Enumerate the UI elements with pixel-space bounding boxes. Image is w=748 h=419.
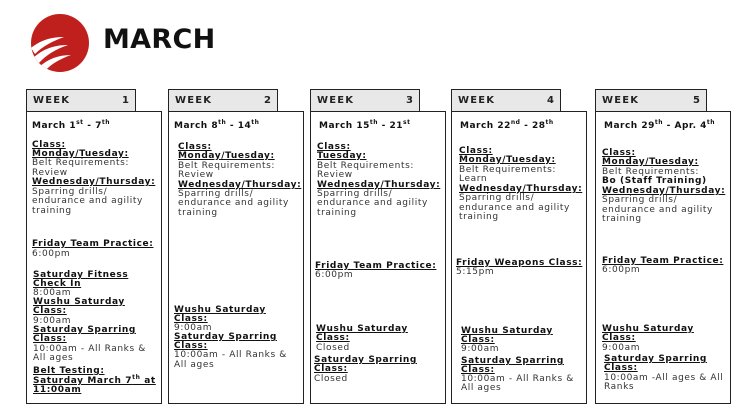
wed-thu-line: training <box>178 208 218 218</box>
week-number: 5 <box>693 95 700 106</box>
belt-testing-line: Saturday March 7th at <box>33 374 156 386</box>
wed-thu-heading: Wednesday/Thursday: <box>317 180 441 190</box>
wed-thu-heading: Wednesday/Thursday: <box>32 177 156 187</box>
week-number: 4 <box>547 95 554 106</box>
belt-testing-line: 11:00am <box>33 385 82 395</box>
mon-tue-line: Belt Requirements: <box>459 165 557 175</box>
class-heading: Class: <box>459 146 493 156</box>
week-label: WEEK <box>175 95 213 106</box>
friday-heading: Friday Team Practice: <box>315 261 437 271</box>
mon-tue-line: Review <box>32 168 68 178</box>
mon-tue-bold-line: Bo (Staff Training) <box>602 176 707 186</box>
mon-tue-line: Learn <box>459 174 488 184</box>
sat-fitness-heading: Saturday Fitness <box>33 270 129 280</box>
tue-heading: Tuesday: <box>317 151 367 161</box>
sparring-line: All ages <box>33 353 74 363</box>
date-range: March 29th - Apr. 4th <box>604 119 716 131</box>
wushu-heading: Class: <box>602 333 636 343</box>
wed-thu-heading: Wednesday/Thursday: <box>178 180 302 190</box>
sparring-heading: Saturday Sparring <box>604 354 707 364</box>
tue-line: Belt Requirements: <box>317 161 415 171</box>
wed-thu-line: training <box>459 212 499 222</box>
wed-thu-line: training <box>32 206 72 216</box>
wushu-time: 9:00am <box>33 316 72 326</box>
wed-thu-heading: Wednesday/Thursday: <box>459 184 583 194</box>
sparring-heading: Class: <box>604 363 638 373</box>
week-box-4 <box>451 111 587 404</box>
wed-thu-line: Sparring drills/ <box>32 187 108 197</box>
wed-thu-line: endurance and agility <box>32 196 143 206</box>
belt-testing-heading: Belt Testing: <box>33 366 105 376</box>
mon-tue-line: Review <box>178 170 214 180</box>
class-heading: Class: <box>178 142 212 152</box>
wushu-heading: Class: <box>33 306 67 316</box>
sparring-heading: Class: <box>314 364 348 374</box>
friday-time: 5:15pm <box>456 267 495 277</box>
week-tab-4 <box>451 89 561 111</box>
wushu-heading: Wushu Saturday <box>461 326 553 336</box>
wushu-heading: Wushu Saturday <box>316 324 408 334</box>
wed-thu-line: Sparring drills/ <box>459 193 535 203</box>
wushu-time: 9:00am <box>174 323 213 333</box>
wushu-time: Closed <box>316 343 350 353</box>
mon-tue-line: Belt Requirements: <box>602 167 700 177</box>
week-box-5 <box>595 111 731 404</box>
wed-thu-line: Sparring drills/ <box>317 189 393 199</box>
week-tab-1 <box>26 89 136 111</box>
mon-tue-heading: Monday/Tuesday: <box>602 157 699 167</box>
week-number: 2 <box>264 95 271 106</box>
sparring-heading: Class: <box>33 334 67 344</box>
wed-thu-heading: Wednesday/Thursday: <box>602 186 726 196</box>
sparring-line: All ages <box>174 360 215 370</box>
week-label: WEEK <box>33 95 71 106</box>
wed-thu-line: endurance and agility <box>602 205 713 215</box>
week-box-3 <box>310 111 446 404</box>
week-box-2 <box>168 111 304 404</box>
sparring-line: Closed <box>314 374 348 384</box>
wed-thu-line: endurance and agility <box>178 198 289 208</box>
sparring-line: 10:00am - All Ranks & <box>33 344 146 354</box>
sparring-heading: Saturday Sparring <box>314 355 417 365</box>
wushu-heading: Class: <box>174 314 208 324</box>
wushu-heading: Class: <box>461 335 495 345</box>
wed-thu-line: training <box>602 214 642 224</box>
wed-thu-line: Sparring drills/ <box>602 195 678 205</box>
sparring-line: 10:00am -All ages & All <box>604 373 724 383</box>
wushu-heading: Wushu Saturday <box>174 305 266 315</box>
mon-tue-heading: Monday/Tuesday: <box>178 151 275 161</box>
wushu-heading: Wushu Saturday <box>33 297 125 307</box>
week-label: WEEK <box>602 95 640 106</box>
sparring-heading: Saturday Sparring <box>174 332 277 342</box>
wed-thu-line: endurance and agility <box>317 198 428 208</box>
friday-time: 6:00pm <box>315 270 354 280</box>
date-range: March 22nd - 28th <box>460 119 554 131</box>
sparring-line: 10:00am - All Ranks & <box>461 374 574 384</box>
class-heading: Class: <box>32 140 66 150</box>
wushu-heading: Wushu Saturday <box>602 324 694 334</box>
sparring-heading: Class: <box>174 341 208 351</box>
sparring-heading: Saturday Sparring <box>461 356 564 366</box>
friday-heading: Friday Team Practice: <box>32 239 154 249</box>
wed-thu-line: Sparring drills/ <box>178 189 254 199</box>
page-title: MARCH <box>103 24 216 55</box>
brand-logo <box>31 14 89 72</box>
sparring-line: Ranks <box>604 382 635 392</box>
tue-line: Review <box>317 170 353 180</box>
date-range: March 1st - 7th <box>32 119 110 131</box>
wed-thu-line: training <box>317 208 357 218</box>
date-range: March 15th - 21st <box>319 119 411 131</box>
class-heading: Class: <box>602 148 636 158</box>
sparring-heading: Saturday Sparring <box>33 325 136 335</box>
sat-fitness-heading: Check In <box>33 279 82 289</box>
mon-tue-heading: Monday/Tuesday: <box>459 155 556 165</box>
week-label: WEEK <box>317 95 355 106</box>
wed-thu-line: endurance and agility <box>459 203 570 213</box>
mon-tue-line: Belt Requirements: <box>178 161 276 171</box>
sat-fitness-time: 8:00am <box>33 288 72 298</box>
wushu-time: 9:00am <box>602 343 641 353</box>
sparring-line: All ages <box>461 383 502 393</box>
wushu-heading: Class: <box>316 333 350 343</box>
week-label: WEEK <box>458 95 496 106</box>
friday-heading: Friday Team Practice: <box>602 256 724 266</box>
class-heading: Class: <box>317 142 351 152</box>
week-box-1 <box>26 111 162 404</box>
sparring-line: 10:00am - All Ranks & <box>174 350 287 360</box>
sparring-heading: Class: <box>461 365 495 375</box>
friday-heading: Friday Weapons Class: <box>456 258 583 268</box>
week-number: 1 <box>122 95 129 106</box>
week-tab-5 <box>595 89 707 111</box>
mon-tue-line: Belt Requirements: <box>32 158 130 168</box>
week-number: 3 <box>406 95 413 106</box>
week-tab-3 <box>310 89 420 111</box>
friday-time: 6:00pm <box>602 265 641 275</box>
week-tab-2 <box>168 89 278 111</box>
friday-time: 6:00pm <box>32 249 71 259</box>
date-range: March 8th - 14th <box>174 119 260 131</box>
mon-tue-heading: Monday/Tuesday: <box>32 149 129 159</box>
wushu-time: 9:00am <box>461 344 500 354</box>
